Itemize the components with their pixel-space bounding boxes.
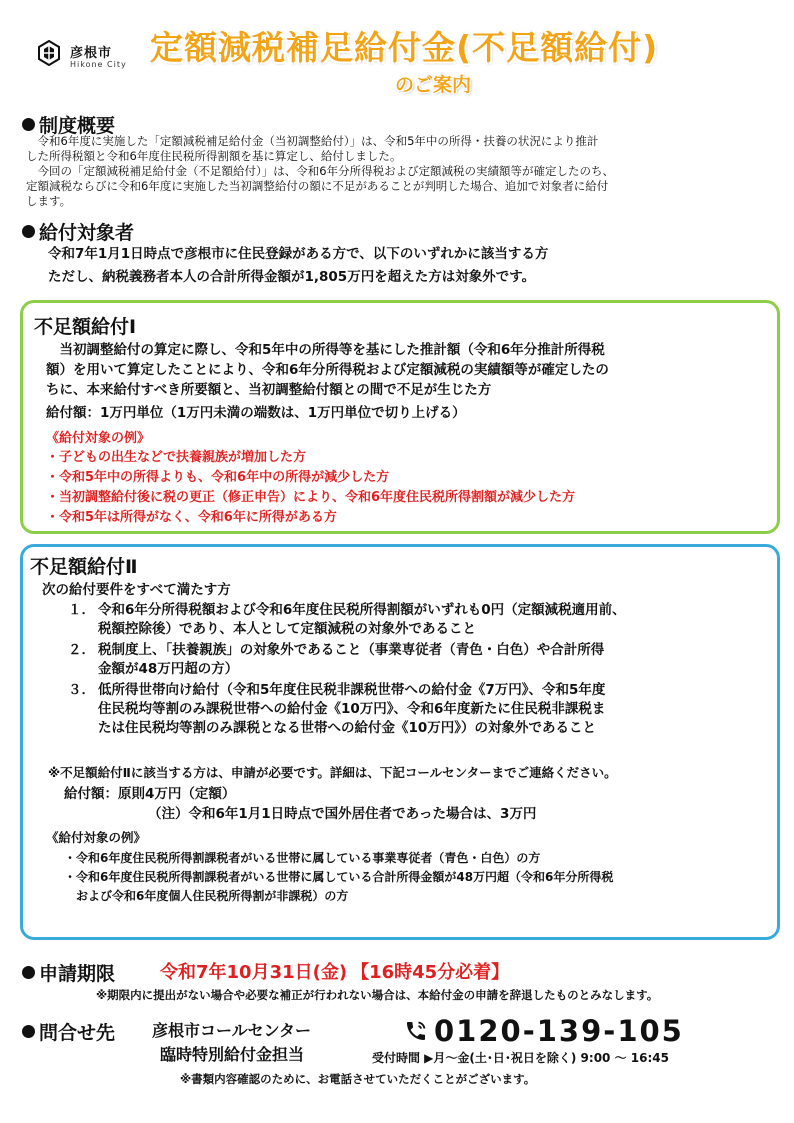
eligibility-heading: 給付対象者 [22,218,134,245]
bullet-icon [22,118,35,131]
list-item: ・令和6年度住民税所得割課税者がいる世帯に属している事業専従者（青色・白色）の方 [64,851,541,865]
requirement-2: ２． 税制度上、「扶養親族」の対象外であること（事業専従者（青色・白色）や合計所得 金額が48万円超の方） [68,642,605,677]
overview-heading: 制度概要 [22,111,115,138]
shortfall-benefit-1-description: 当初調整給付の算定に際し、令和5年中の所得等を基にした推計額（令和6年分推計所得税 額）を用いて算定したことにより、令和6年分所得税および定額減税の実績額等が確定したの ちに、本来給付すべき所要額と、当初調整給付額との間で不足が生じた方 [46,342,609,398]
contact-organization: 彦根市コールセンター 臨時特別給付金担当 [152,1021,312,1064]
hikone-emblem-icon [36,40,62,66]
deadline-heading: 申請期限 [22,959,115,986]
shortfall-benefit-2-intro: 次の給付要件をすべて満たす方 [42,582,231,598]
eligibility-text: 令和7年1月1日時点で彦根市に住民登録がある方で、以下のいずれかに該当する方 ただし、納税義務者本人の合計所得金額が1,805万円を超えた方は対象外です。 [48,246,549,285]
application-required-note: ※不足額給付Ⅱに該当する方は、申請が必要です。詳細は、下記コールセンターまでご連絡ください。 [48,765,617,780]
shortfall-benefit-1-examples [46,448,575,528]
shortfall-benefit-1-example-heading: 《給付対象の例》 [46,431,151,446]
requirement-1: １． 令和6年分所得税額および令和6年度住民税所得割額がいずれも0円（定額減税適用前、 税額控除後）であり、本人として定額減税の対象外であること [68,602,626,637]
city-name: 彦根市 [70,46,113,61]
shortfall-benefit-2-amount-note: （注）令和6年1月1日時点で国外居住者であった場合は、3万円 [148,806,537,822]
contact-phone-number[interactable]: 0120-139-105 [434,1014,684,1048]
shortfall-benefit-2-amount: 給付額：原則4万円（定額） [64,786,236,802]
shortfall-benefit-2-example-heading: 《給付対象の例》 [46,830,147,845]
overview-paragraph-2: 今回の「定額減税補足給付金（不足額給付）」は、令和6年分所得税および定額減税の実績額等が確定したのち、 定額減税ならびに令和6年度に実施した当初調整給付の額に不足があることが判明した場合、追加で対象者に給付 します。 [26,164,615,208]
shortfall-benefit-2-examples [64,849,613,906]
shortfall-benefit-2-title: 不足額給付Ⅱ [30,556,138,578]
city-roman-name: Hikone City [70,60,127,69]
bullet-icon [22,966,35,979]
phone-icon [404,1019,428,1043]
contact-heading: 問合せ先 [22,1018,115,1045]
contact-hours: 受付時間 ▶月～金(土･日･祝日を除く) 9:00 ～ 16:45 [372,1051,669,1065]
list-item: ・令和5年は所得がなく、令和6年に所得がある方 [46,510,337,525]
overview-paragraph-1: 令和6年度に実施した「定額減税補足給付金（当初調整給付）」は、令和5年中の所得・扶養の状況により推計 した所得税額と令和6年度住民税所得割額を基に算定し、給付しました。 [26,134,599,163]
list-item: ・子どもの出生などで扶養親族が増加した方 [46,450,307,465]
requirement-3: ３． 低所得世帯向け給付（令和5年度住民税非課税世帯への給付金《7万円》、令和5年度 住民税均等割のみ課税世帯への給付金《10万円》、令和6年度新たに住民税非課税ま たは住民税均等割のみ課税となる世帯への給付金《10万円》）の対象外であること [68,682,606,736]
bullet-icon [22,1025,35,1038]
deadline-note: ※期限内に提出がない場合や必要な補正が行われない場合は、本給付金の申請を辞退したものとみなします。 [96,988,659,1002]
page-subtitle: のご案内 [395,74,472,96]
list-item: ・令和6年度住民税所得割課税者がいる世帯に属している合計所得金額が48万円超（令和6年分所得税 [64,870,614,884]
shortfall-benefit-1-title: 不足額給付Ⅰ [34,316,137,338]
list-item: および令和6年度個人住民税所得割が非課税）の方 [64,889,349,903]
contact-note: ※書類内容確認のために、お電話させていただくことがございます。 [180,1072,536,1086]
list-item: ・当初調整給付後に税の更正（修正申告）により、令和6年度住民税所得割額が減少した方 [46,490,576,505]
page-title: 定額減税補足給付金(不足額給付) [150,28,659,67]
list-item: ・令和5年中の所得よりも、令和6年中の所得が減少した方 [46,470,390,485]
bullet-icon [22,225,35,238]
deadline-date: 令和7年10月31日(金) 【16時45分必着】 [160,962,510,983]
shortfall-benefit-1-amount: 給付額：1万円単位（1万円未満の端数は、1万円単位で切り上げる） [46,405,466,421]
